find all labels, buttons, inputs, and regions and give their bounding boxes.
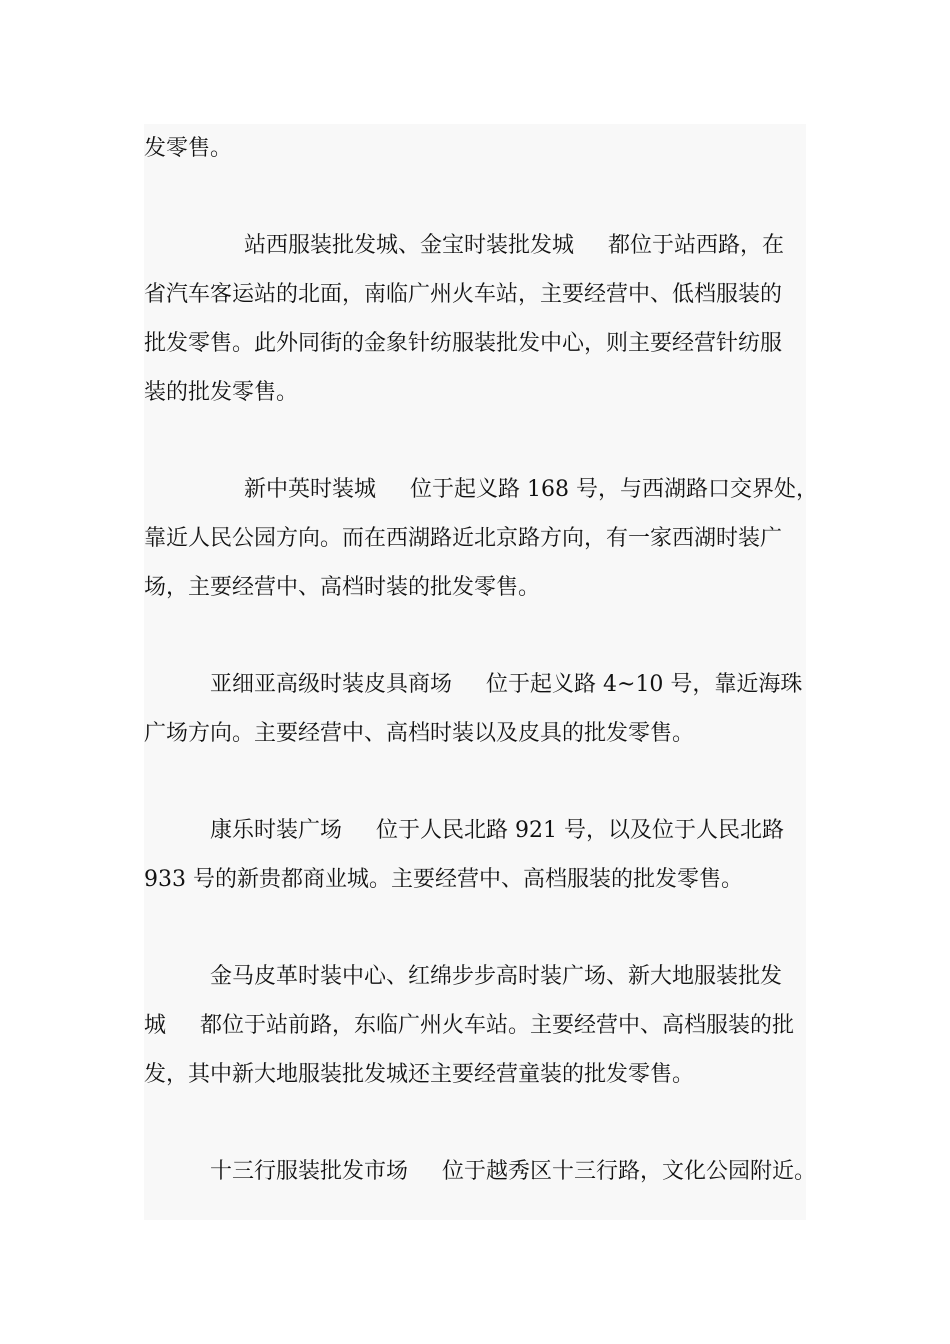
- paragraph-gap: [144, 612, 844, 660]
- paragraph-gap: [144, 904, 844, 952]
- paragraph-2-text: 位于起义路 168 号，与西湖路口交界处，: [410, 477, 818, 502]
- market-name-shisanhang: 十三行服装批发市场: [210, 1159, 409, 1184]
- document-body: [144, 124, 844, 1196]
- paragraph-6-text: 位于越秀区十三行路，文化公园附近。: [442, 1159, 817, 1184]
- paragraph-gap: [144, 417, 844, 465]
- paragraph-2-line-2: 靠近人民公园方向。而在西湖路近北京路方向，有一家西湖时装广: [144, 526, 783, 551]
- paragraph-5-line-3: 发，其中新大地服装批发城还主要经营童装的批发零售。: [144, 1062, 695, 1087]
- market-name-yaxiya: 亚细亚高级时装皮具商场: [210, 672, 453, 697]
- paragraph-1-text: 都位于站西路，在: [608, 233, 785, 258]
- paragraph-2-line-1: [144, 465, 844, 514]
- paragraph-6-line-1: [144, 1147, 844, 1196]
- market-name-zhanxi: 站西服装批发城、金宝时装批发城: [244, 233, 575, 258]
- paragraph-4-line-2: 933 号的新贵都商业城。主要经营中、高档服装的批发零售。: [144, 867, 743, 892]
- paragraph-2-line-3: 场，主要经营中、高档时装的批发零售。: [144, 575, 541, 600]
- paragraph-1-line-4: 装的批发零售。: [144, 380, 299, 405]
- paragraph-gap: [144, 1099, 844, 1147]
- paragraph-3-line-1: [144, 660, 844, 709]
- paragraph-3-text: 位于起义路 4~10 号，靠近海珠: [486, 672, 803, 697]
- paragraph-5-line-1: 金马皮革时装中心、红绵步步高时装广场、新大地服装批发: [210, 964, 783, 989]
- paragraph-5-line-2: [144, 1001, 844, 1050]
- paragraph-1-line-2: 省汽车客运站的北面，南临广州火车站，主要经营中、低档服装的: [144, 282, 783, 307]
- paragraph-gap: [144, 758, 844, 806]
- market-name-kangle: 康乐时装广场: [210, 818, 343, 843]
- market-name-tail: 城: [144, 1013, 167, 1038]
- paragraph-5-text: 都位于站前路，东临广州火车站。主要经营中、高档服装的批: [200, 1013, 795, 1038]
- market-name-xinzhongying: 新中英时装城: [244, 477, 377, 502]
- paragraph-1-line-1: [144, 221, 844, 270]
- paragraph-1-line-3: 批发零售。此外同街的金象针纺服装批发中心，则主要经营针纺服: [144, 331, 783, 356]
- paragraph-4-text: 位于人民北路 921 号，以及位于人民北路: [376, 818, 784, 843]
- paragraph-0-line-1: 发零售。: [144, 136, 233, 161]
- paragraph-4-line-1: [144, 806, 844, 855]
- paragraph-3-line-2: 广场方向。主要经营中、高档时装以及皮具的批发零售。: [144, 721, 695, 746]
- paragraph-gap: [144, 173, 844, 221]
